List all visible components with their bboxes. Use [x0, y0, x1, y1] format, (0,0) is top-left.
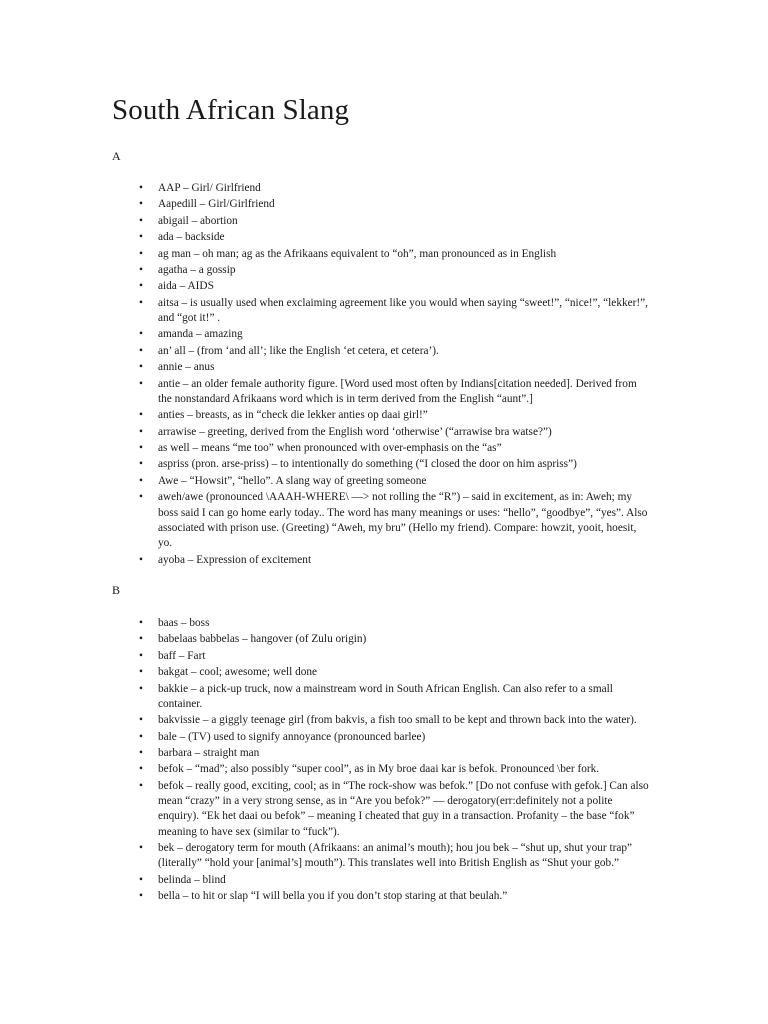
list-item: [112, 682, 652, 713]
list-item-text: ada – backside: [158, 231, 225, 244]
bullet-icon: •: [139, 779, 143, 792]
list-item-text: abigail – abortion: [158, 214, 238, 227]
list-item: [112, 889, 652, 904]
list-item: [112, 730, 652, 745]
list-item-text: antie – an older female authority figure. [Word used most often by Indians[citation needed]. Derived from the nonstandard Afrikaans word which is in term derived from the English “aunt”.]: [158, 377, 637, 405]
list-item-text: anties – breasts, as in “check die lekker anties op daai girl!”: [158, 409, 428, 422]
list-item: [112, 490, 652, 551]
list-item: [112, 457, 652, 472]
bullet-icon: •: [139, 425, 143, 438]
list-item: [112, 296, 652, 327]
list-item: [112, 873, 652, 888]
term-list-a: [112, 181, 652, 569]
bullet-icon: •: [139, 182, 143, 194]
list-item: [112, 665, 652, 680]
list-item-text: bakkie – a pick-up truck, now a mainstream word in South African English. Can also refer to a small container.: [158, 682, 613, 710]
list-item-text: amanda – amazing: [158, 328, 243, 341]
list-item: [112, 746, 652, 761]
bullet-icon: •: [139, 633, 143, 646]
list-item-text: ayoba – Expression of excitement: [158, 553, 312, 566]
list-item-text: befok – really good, exciting, cool; as in “The rock-show was befok.” [Do not confuse with gefok.] Can also mean “crazy” in a very strong sense, as in “Are you befok?” — derogatory(err:definitely not a polite enquiry). “Ek het daai ou befok” – meaning I cheated that guy in a transaction. Profanity – the base “fok” meaning to have sex (similar to “fuck”).: [158, 779, 649, 838]
list-item: [112, 779, 652, 840]
bullet-icon: •: [139, 344, 143, 357]
list-item: [112, 263, 652, 278]
list-item-text: befok – “mad”; also possibly “super cool”, as in My broe daai kar is befok. Pronounced \ber fork.: [158, 763, 600, 776]
bullet-icon: •: [139, 231, 143, 244]
list-item: [112, 632, 652, 647]
list-item-text: agatha – a gossip: [158, 263, 236, 276]
list-item-text: bella – to hit or slap “I will bella you if you don’t stop staring at that beulah.”: [158, 890, 508, 903]
list-item-text: bakvissie – a giggly teenage girl (from bakvis, a fish too small to be kept and thrown back into the water).: [158, 714, 637, 727]
bullet-icon: •: [139, 296, 143, 309]
page-title: South African Slang: [112, 94, 350, 126]
bullet-icon: •: [139, 682, 143, 695]
section-letter-b: B: [112, 583, 121, 597]
list-item: [112, 649, 652, 664]
bullet-icon: •: [139, 328, 143, 341]
list-item-text: as well – means “me too” when pronounced with over-emphasis on the “as”: [158, 442, 502, 455]
bullet-icon: •: [139, 730, 143, 743]
list-item: [112, 214, 652, 229]
bullet-icon: •: [139, 617, 143, 629]
bullet-icon: •: [139, 198, 143, 211]
list-item: [112, 762, 652, 777]
bullet-icon: •: [139, 842, 143, 855]
list-item-text: annie – anus: [158, 361, 215, 374]
list-item-text: bakgat – cool; awesome; well done: [158, 666, 318, 679]
list-item-text: AAP – Girl/ Girlfriend: [158, 182, 261, 194]
list-item-text: baff – Fart: [158, 649, 206, 662]
list-item: [112, 230, 652, 245]
list-item-text: Awe – “Howsit”, “hello”. A slang way of greeting someone: [158, 474, 427, 487]
bullet-icon: •: [139, 491, 143, 504]
section-letter-a: A: [112, 149, 121, 163]
list-item: [112, 441, 652, 456]
bullet-icon: •: [139, 247, 143, 260]
list-item: [112, 197, 652, 212]
list-item-text: aspriss (pron. arse-priss) – to intentionally do something (“I closed the door on him aspriss”): [158, 458, 577, 471]
bullet-icon: •: [139, 280, 143, 293]
bullet-icon: •: [139, 214, 143, 227]
term-list-b: [112, 616, 652, 906]
bullet-icon: •: [139, 890, 143, 903]
bullet-icon: •: [139, 666, 143, 679]
list-item: [112, 327, 652, 342]
bullet-icon: •: [139, 714, 143, 727]
list-item-text: barbara – straight man: [158, 747, 260, 760]
list-item-text: belinda – blind: [158, 873, 226, 886]
list-item: [112, 474, 652, 489]
list-item: [112, 279, 652, 294]
list-item: [112, 713, 652, 728]
bullet-icon: •: [139, 649, 143, 662]
list-item-text: aitsa – is usually used when exclaiming agreement like you would when saying “sweet!”, “nice!”, “lekker!”, and “got it!” .: [158, 296, 648, 325]
list-item-text: bale – (TV) used to signify annoyance (pronounced barlee): [158, 730, 426, 743]
bullet-icon: •: [139, 873, 143, 886]
list-item: [112, 408, 652, 423]
list-item: [112, 181, 652, 196]
list-item-text: Aapedill – Girl/Girlfriend: [158, 198, 275, 211]
bullet-icon: •: [139, 763, 143, 776]
list-item-text: ag man – oh man; ag as the Afrikaans equivalent to “oh”, man pronounced as in English: [158, 247, 557, 260]
bullet-icon: •: [139, 553, 143, 566]
list-item: [112, 553, 652, 568]
list-item: [112, 247, 652, 262]
bullet-icon: •: [139, 458, 143, 471]
bullet-icon: •: [139, 409, 143, 422]
bullet-icon: •: [139, 442, 143, 455]
bullet-icon: •: [139, 263, 143, 276]
list-item-text: aida – AIDS: [158, 280, 214, 293]
list-item: [112, 360, 652, 375]
list-item-text: bek – derogatory term for mouth (Afrikaans: an animal’s mouth); hou jou bek – “shut up, shut your trap” (literally” “hold your [animal’s] mouth”). This translates well into British English as “Shut your gob.”: [158, 842, 633, 870]
list-item-text: an’ all – (from ‘and all’; like the English ‘et cetera, et cetera’).: [158, 344, 439, 357]
list-item: [112, 425, 652, 440]
list-item: [112, 377, 652, 408]
bullet-icon: •: [139, 747, 143, 760]
list-item-text: aweh/awe (pronounced \AAAH-WHERE\ —> not rolling the “R”) – said in excitement, as in: Aweh; my boss said I can go home early today.. The word has many meanings or uses: “hello”, “goodbye”, “yes”. Also associated with prison use. (Greeting) “Aweh, my bru” (Hello my friend). Compare: howzit, yooit, hoesit, yo.: [158, 491, 648, 550]
bullet-icon: •: [139, 377, 143, 390]
list-item: [112, 841, 652, 872]
list-item: [112, 616, 652, 631]
list-item-text: babelaas babbelas – hangover (of Zulu origin): [158, 633, 367, 646]
list-item: [112, 344, 652, 359]
bullet-icon: •: [139, 361, 143, 374]
list-item-text: baas – boss: [158, 617, 210, 629]
bullet-icon: •: [139, 474, 143, 487]
list-item-text: arrawise – greeting, derived from the English word ‘otherwise’ (“arrawise bra watse?”): [158, 425, 552, 438]
